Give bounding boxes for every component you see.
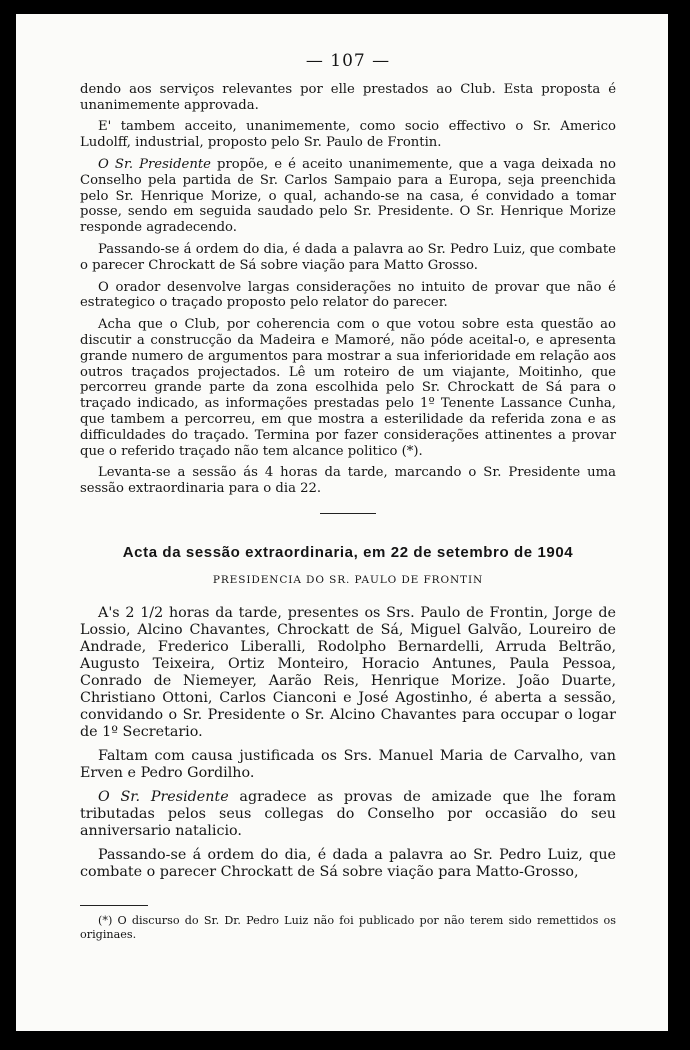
paragraph-text: propõe, e é aceito unanimemente, que a vaga deixada no Conselho pela partida de Sr. Carlos Sampaio para a Europa, seja preenchida pelo Sr. Henrique Morize, o qual, achando-se na casa, é convidado a tomar posse, sendo em seguida saudado pelo Sr. Presidente. O Sr. Henrique Morize responde agradecendo.	[80, 156, 616, 236]
footnote-divider	[80, 905, 148, 906]
section-title: Acta da sessão extraordinaria, em 22 de setembro de 1904	[122, 543, 574, 561]
speaker-name: O Sr. Presidente	[98, 156, 211, 172]
paragraph: Acha que o Club, por coherencia com o que votou sobre esta questão ao discutir a construcção da Madeira e Mamoré, não póde aceital-o, e apresenta grande numero de argumentos para mostrar a sua inferioridade em relação aos outros traçados projectados. Lê um roteiro de um viajante, Moitinho, que percorreu grande parte da zona escolhida pelo Sr. Chrockatt de Sá para o traçado indicado, as informações prestadas pelo 1º Tenente Lassance Cunha, que tambem a percorreu, em que mostra a esterilidade da referida zona e as difficuldades do traçado. Termina por fazer considerações attinentes a provar que o referido traçado não tem alcance politico (*).	[80, 317, 616, 459]
paragraph	[80, 157, 616, 236]
paragraph: A's 2 1/2 horas da tarde, presentes os Srs. Paulo de Frontin, Jorge de Lossio, Alcino Chavantes, Chrockatt de Sá, Miguel Galvão, Loureiro de Andrade, Frederico Liberalli, Rodolpho Bernardelli, Arruda Beltrão, Augusto Teixeira, Ortiz Monteiro, Horacio Antunes, Paula Pessoa, Conrado de Niemeyer, Aarão Reis, Henrique Morize. João Duarte, Christiano Ottoni, Carlos Cianconi e José Agostinho, é aberta a sessão, convidando o Sr. Presidente o Sr. Alcino Chavantes para occupar o logar de 1º Secretario.	[80, 604, 616, 740]
paragraph: Levanta-se a sessão ás 4 horas da tarde, marcando o Sr. Presidente uma sessão extraordinaria para o dia 22.	[80, 465, 616, 497]
section-divider	[320, 513, 376, 514]
page-content	[80, 51, 616, 942]
paragraph: E' tambem acceito, unanimemente, como socio effectivo o Sr. Americo Ludolff, industrial, proposto pelo Sr. Paulo de Frontin.	[80, 119, 616, 151]
speaker-name: O Sr. Presidente	[98, 788, 229, 805]
paragraph-text: agradece as provas de amizade que lhe foram tributadas pelos seus collegas do Conselho por occasião do seu anniversario natalicio.	[80, 788, 616, 839]
footnote: (*) O discurso do Sr. Dr. Pedro Luiz não foi publicado por não terem sido remettidos os originaes.	[80, 913, 616, 941]
paragraph: dendo aos serviços relevantes por elle prestados ao Club. Esta proposta é unanimemente approvada.	[80, 81, 616, 113]
paragraph	[80, 789, 616, 840]
presidency-line: PRESIDENCIA DO SR. PAULO DE FRONTIN	[212, 573, 484, 586]
paragraph: O orador desenvolve largas considerações no intuito de provar que não é estrategico o traçado proposto pelo relator do parecer.	[80, 279, 616, 311]
paragraph: Passando-se á ordem do dia, é dada a palavra ao Sr. Pedro Luiz, que combate o parecer Chrockatt de Sá sobre viação para Matto-Grosso,	[80, 846, 616, 880]
minutes-section	[80, 605, 616, 881]
paragraph: Passando-se á ordem do dia, é dada a palavra ao Sr. Pedro Luiz, que combate o parecer Chrockatt de Sá sobre viação para Matto Grosso.	[80, 241, 616, 273]
paragraph: Faltam com causa justificada os Srs. Manuel Maria de Carvalho, van Erven e Pedro Gordilho.	[80, 747, 616, 781]
page-number: — 107 —	[305, 51, 391, 71]
document-page	[16, 14, 668, 1031]
